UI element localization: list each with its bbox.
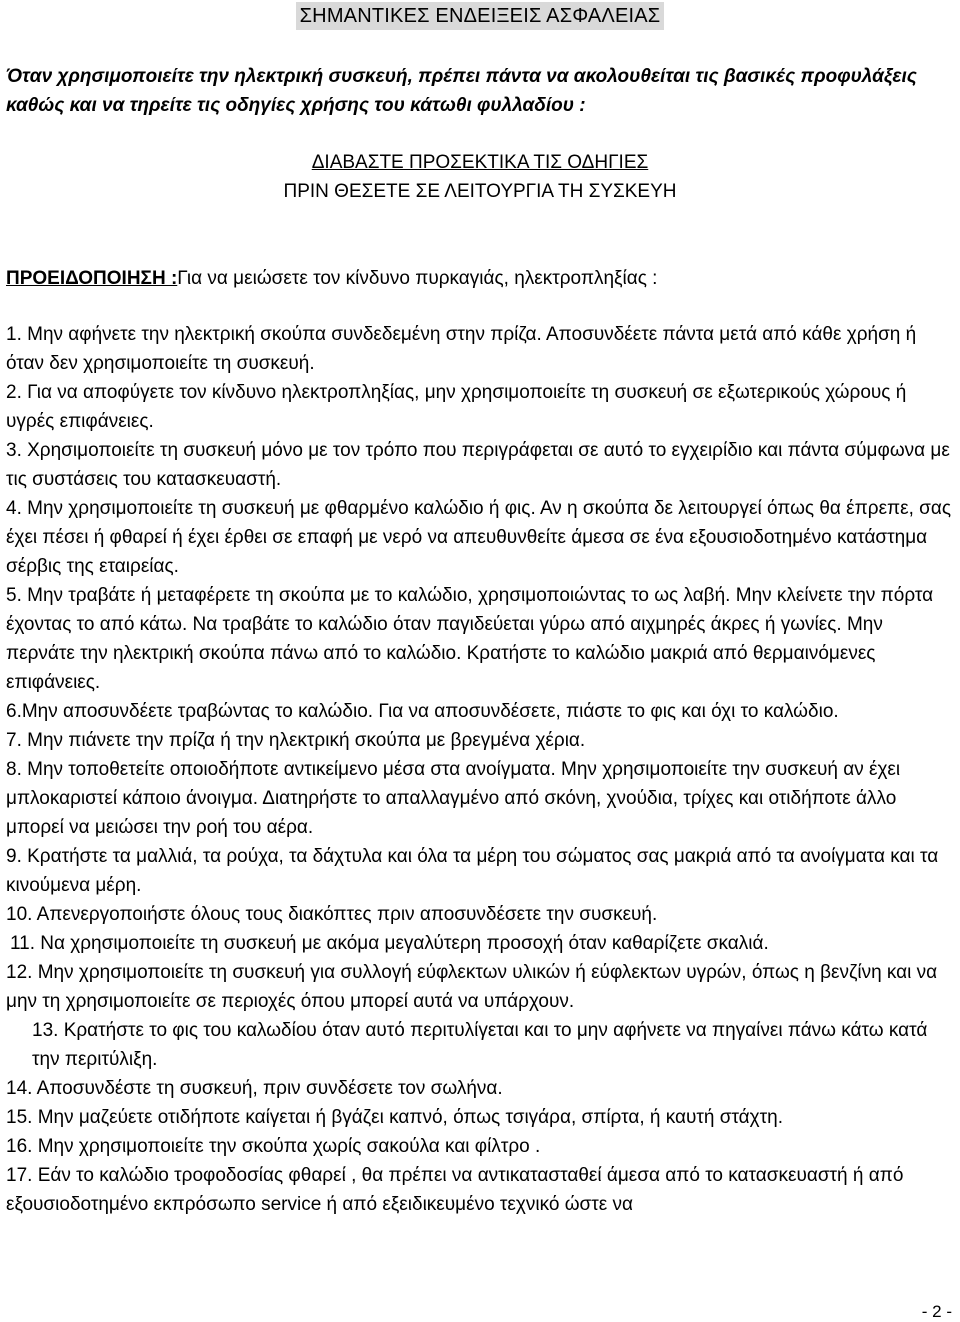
warning-text: Για να μειώσετε τον κίνδυνο πυρκαγιάς, ηλεκτροπληξίας : <box>177 268 658 289</box>
page-number: - 2 - <box>921 1302 952 1321</box>
list-item: 7. Μην πιάνετε την πρίζα ή την ηλεκτρική σκούπα με βρεγμένα χέρια. <box>6 730 586 751</box>
list-item: 4. Μην χρησιμοποιείτε τη συσκευή με φθαρμένο καλώδιο ή φις. Αν η σκούπα δε λειτουργεί όπως θα έπρεπε, σας έχει πέσει ή φθαρεί ή έχει έρθει σε επαφή με νερό να απευθυνθείτε άμεσα σε ένα εξουσιοδοτημένο κατάστημα σέρβις της εταιρείας. <box>6 498 952 577</box>
warning-label: ΠΡΟΕΙΔΟΠΟΙΗΣΗ : <box>6 268 178 289</box>
list-item: 11. Να χρησιμοποιείτε τη συσκευή με ακόμα μεγαλύτερη προσοχή όταν καθαρίζετε σκαλιά. <box>10 933 769 954</box>
list-item: 10. Απενεργοποιήστε όλους τους διακόπτες πριν αποσυνδέσετε την συσκευή. <box>6 904 658 925</box>
list-item: 17. Εάν το καλώδιο τροφοδοσίας φθαρεί , θα πρέπει να αντικατασταθεί άμεσα από το κατασκευαστή ή από εξουσιοδοτημένο εκπρόσωπο service ή από εξειδικευμένο τεχνικό ώστε να <box>6 1165 904 1215</box>
list-item: 16. Μην χρησιμοποιείτε την σκούπα χωρίς σακούλα και φίλτρο . <box>6 1136 541 1157</box>
warning-line <box>6 264 954 293</box>
read-instructions-heading <box>0 148 960 206</box>
list-item: 13. Κρατήστε το φις του καλωδίου όταν αυτό περιτυλίγεται και το μην αφήνετε να πηγαίνει πάνω κάτω κατά την περιτύλιξη. <box>32 1020 928 1070</box>
title-container <box>0 2 960 30</box>
heading-line-1: ΔΙΑΒΑΣΤΕ ΠΡΟΣΕΚΤΙΚΑ ΤΙΣ ΟΔΗΓΙΕΣ <box>311 152 649 173</box>
list-item: 8. Μην τοποθετείτε οποιοδήποτε αντικείμενο μέσα στα ανοίγματα. Μην χρησιμοποιείτε την συσκευή αν έχει μπλοκαριστεί κάποιο άνοιγμα. Διατηρήστε το απαλλαγμένο από σκόνη, χνούδια, τρίχες και οτιδήποτε άλλο μπορεί να μειώσει την ροή του αέρα. <box>6 759 901 838</box>
list-item: 12. Μην χρησιμοποιείτε τη συσκευή για συλλογή εύφλεκτων υλικών ή εύφλεκτων υγρών, όπως η βενζίνη και να μην τη χρησιμοποιείτε σε περιοχές όπου μπορεί αυτά να υπάρχουν. <box>6 962 938 1012</box>
list-item: 15. Μην μαζεύετε οτιδήποτε καίγεται ή βγάζει καπνό, όπως τσιγάρα, σπίρτα, ή καυτή στάχτη. <box>6 1107 783 1128</box>
list-item: 14. Αποσυνδέστε τη συσκευή, πριν συνδέσετε τον σωλήνα. <box>6 1078 503 1099</box>
safety-list <box>6 320 956 1219</box>
intro-paragraph: Όταν χρησιμοποιείτε την ηλεκτρική συσκευή, πρέπει πάντα να ακολουθείται τις βασικές προφυλάξεις καθώς και να τηρείτε τις οδηγίες χρήσης του κάτωθι φυλλαδίου : <box>6 66 917 116</box>
list-item: 3. Χρησιμοποιείτε τη συσκευή μόνο με τον τρόπο που περιγράφεται σε αυτό το εγχειρίδιο και πάντα σύμφωνα με τις συστάσεις του κατασκευαστή. <box>6 440 950 490</box>
list-item: 5. Μην τραβάτε ή μεταφέρετε τη σκούπα με το καλώδιο, χρησιμοποιώντας το ως λαβή. Μην κλείνετε την πόρτα έχοντας το από κάτω. Να τραβάτε το καλώδιο όταν παγιδεύεται γύρω από αιχμηρές άκρες ή γωνίες. Μην περνάτε την ηλεκτρική σκούπα πάνω από το καλώδιο. Κρατήστε το καλώδιο μακριά από θερμαινόμενες επιφάνειες. <box>6 585 934 693</box>
list-item: 2. Για να αποφύγετε τον κίνδυνο ηλεκτροπληξίας, μην χρησιμοποιείτε τη συσκευή σε εξωτερικούς χώρους ή υγρές επιφάνειες. <box>6 382 907 432</box>
heading-line-2: ΠΡΙΝ ΘΕΣΕΤΕ ΣΕ ΛΕΙΤΟΥΡΓΙΑ ΤΗ ΣΥΣΚΕΥΗ <box>283 181 677 202</box>
list-item: 9. Κρατήστε τα μαλλιά, τα ρούχα, τα δάχτυλα και όλα τα μέρη του σώματος σας μακριά από τα ανοίγματα και τα κινούμενα μέρη. <box>6 846 939 896</box>
list-item: 6.Μην αποσυνδέετε τραβώντας το καλώδιο. Για να αποσυνδέσετε, πιάστε το φις και όχι το καλώδιο. <box>6 701 839 722</box>
page-title: ΣΗΜΑΝΤΙΚΕΣ ΕΝΔΕΙΞΕΙΣ ΑΣΦΑΛΕΙΑΣ <box>296 2 665 30</box>
list-item: 1. Μην αφήνετε την ηλεκτρική σκούπα συνδεδεμένη στην πρίζα. Αποσυνδέετε πάντα μετά από κάθε χρήση ή όταν δεν χρησιμοποιείτε τη συσκευή. <box>6 324 917 374</box>
